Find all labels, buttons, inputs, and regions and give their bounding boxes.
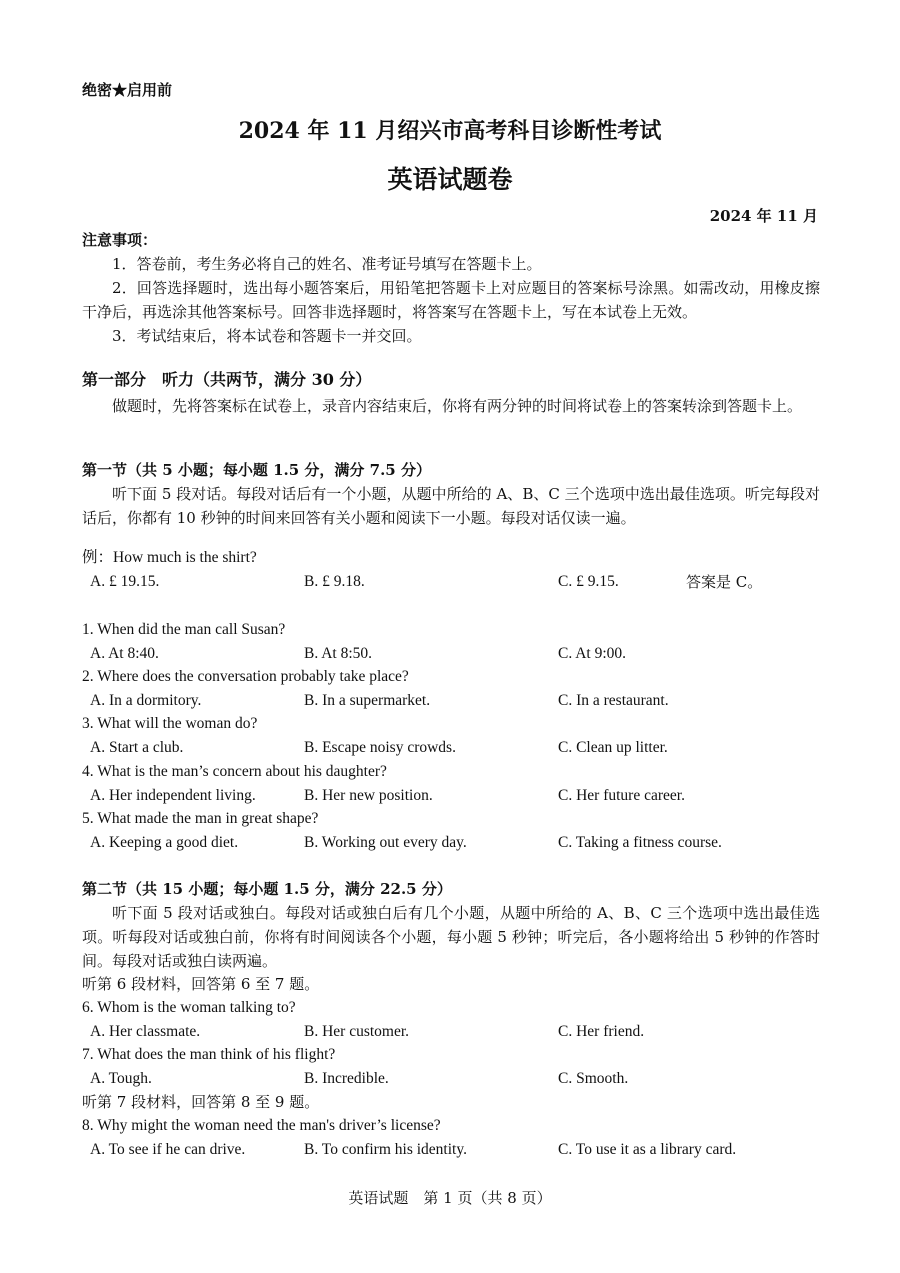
q1-option-a: A. At 8:40. [90, 645, 159, 662]
part1-heading: 第一部分 听力（共两节，满分 30 分） [82, 370, 372, 389]
q7-option-a: A. Tough. [90, 1070, 152, 1087]
q7-option-c: C. Smooth. [558, 1070, 629, 1087]
part1-intro: 做题时，先将答案标在试卷上，录音内容结束后，你将有两分钟的时间将试卷上的答案转涂到答题卡上。 [112, 397, 803, 415]
question-8: 8. Why might the woman need the man's driver’s license? [82, 1117, 441, 1134]
question-6: 6. Whom is the woman talking to? [82, 999, 296, 1016]
section1-instructions: 听下面 5 段对话。每段对话后有一个小题，从题中所给的 A、B、C 三个选项中选出最佳选项。听完每段对话后，你都有 10 秒钟的时间来回答有关小题和阅读下一小题。每段对话仅读一遍。 [82, 485, 820, 527]
q1-option-c: C. At 9:00. [558, 645, 627, 662]
question-4: 4. What is the man’s concern about his daughter? [82, 763, 387, 780]
section2-heading: 第二节（共 15 小题；每小题 1.5 分，满分 22.5 分） [82, 880, 452, 898]
example-option-c: C. £ 9.15. [558, 573, 619, 590]
example-option-a: A. £ 19.15. [90, 573, 160, 590]
notice-heading: 注意事项： [82, 231, 158, 249]
material-6-note: 听第 6 段材料，回答第 6 至 7 题。 [82, 975, 320, 993]
question-1: 1. When did the man call Susan? [82, 621, 286, 638]
example-question: 例：How much is the shirt? [82, 549, 257, 566]
exam-date: 2024 年 11 月 [709, 207, 818, 225]
notice-item-1: 1．答卷前，考生务必将自己的姓名、准考证号填写在答题卡上。 [112, 255, 542, 273]
material-7-note: 听第 7 段材料，回答第 8 至 9 题。 [82, 1093, 320, 1111]
q3-option-a: A. Start a club. [90, 739, 184, 756]
q5-option-a: A. Keeping a good diet. [90, 834, 239, 851]
confidential-label: 绝密★启用前 [82, 81, 173, 99]
q8-option-b: B. To confirm his identity. [304, 1141, 467, 1158]
q7-option-b: B. Incredible. [304, 1070, 389, 1087]
q3-option-c: C. Clean up litter. [558, 739, 668, 756]
q1-option-b: B. At 8:50. [304, 645, 373, 662]
q5-option-b: B. Working out every day. [304, 834, 467, 851]
q8-option-c: C. To use it as a library card. [558, 1141, 737, 1158]
notice-item-2: 2．回答选择题时，选出每小题答案后，用铅笔把答题卡上对应题目的答案标号涂黑。如需改动，用橡皮擦干净后，再选涂其他答案标号。回答非选择题时，将答案写在答题卡上，写在本试卷上无效。 [82, 279, 820, 321]
example-option-b: B. £ 9.18. [304, 573, 365, 590]
question-3: 3. What will the woman do? [82, 715, 258, 732]
q3-option-b: B. Escape noisy crowds. [304, 739, 456, 756]
q6-option-c: C. Her friend. [558, 1023, 645, 1040]
q4-option-c: C. Her future career. [558, 787, 685, 804]
notice-item-3: 3．考试结束后，将本试卷和答题卡一并交回。 [112, 327, 422, 345]
q8-option-a: A. To see if he can drive. [90, 1141, 246, 1158]
question-2: 2. Where does the conversation probably take place? [82, 668, 409, 685]
section2-instructions: 听下面 5 段对话或独白。每段对话或独白后有几个小题，从题中所给的 A、B、C 三个选项中选出最佳选项。听每段对话或独白前，你将有时间阅读各个小题，每小题 5 秒钟；听完后，各小题将给出 5 秒钟的作答时间。每段对话或独白读两遍。 [82, 904, 820, 970]
q4-option-a: A. Her independent living. [90, 787, 256, 804]
exam-subtitle: 英语试题卷 [387, 165, 513, 194]
q4-option-b: B. Her new position. [304, 787, 433, 804]
page-footer: 英语试题 第 1 页（共 8 页） [348, 1189, 552, 1207]
q2-option-b: B. In a supermarket. [304, 692, 431, 709]
q5-option-c: C. Taking a fitness course. [558, 834, 722, 851]
question-7: 7. What does the man think of his flight? [82, 1046, 336, 1063]
question-5: 5. What made the man in great shape? [82, 810, 319, 827]
exam-title: 2024 年 11 月绍兴市高考科目诊断性考试 [238, 118, 662, 144]
q2-option-a: A. In a dormitory. [90, 692, 202, 709]
q6-option-a: A. Her classmate. [90, 1023, 201, 1040]
q2-option-c: C. In a restaurant. [558, 692, 669, 709]
section1-heading: 第一节（共 5 小题；每小题 1.5 分，满分 7.5 分） [82, 461, 431, 479]
q6-option-b: B. Her customer. [304, 1023, 410, 1040]
example-answer: 答案是 C。 [686, 573, 763, 591]
